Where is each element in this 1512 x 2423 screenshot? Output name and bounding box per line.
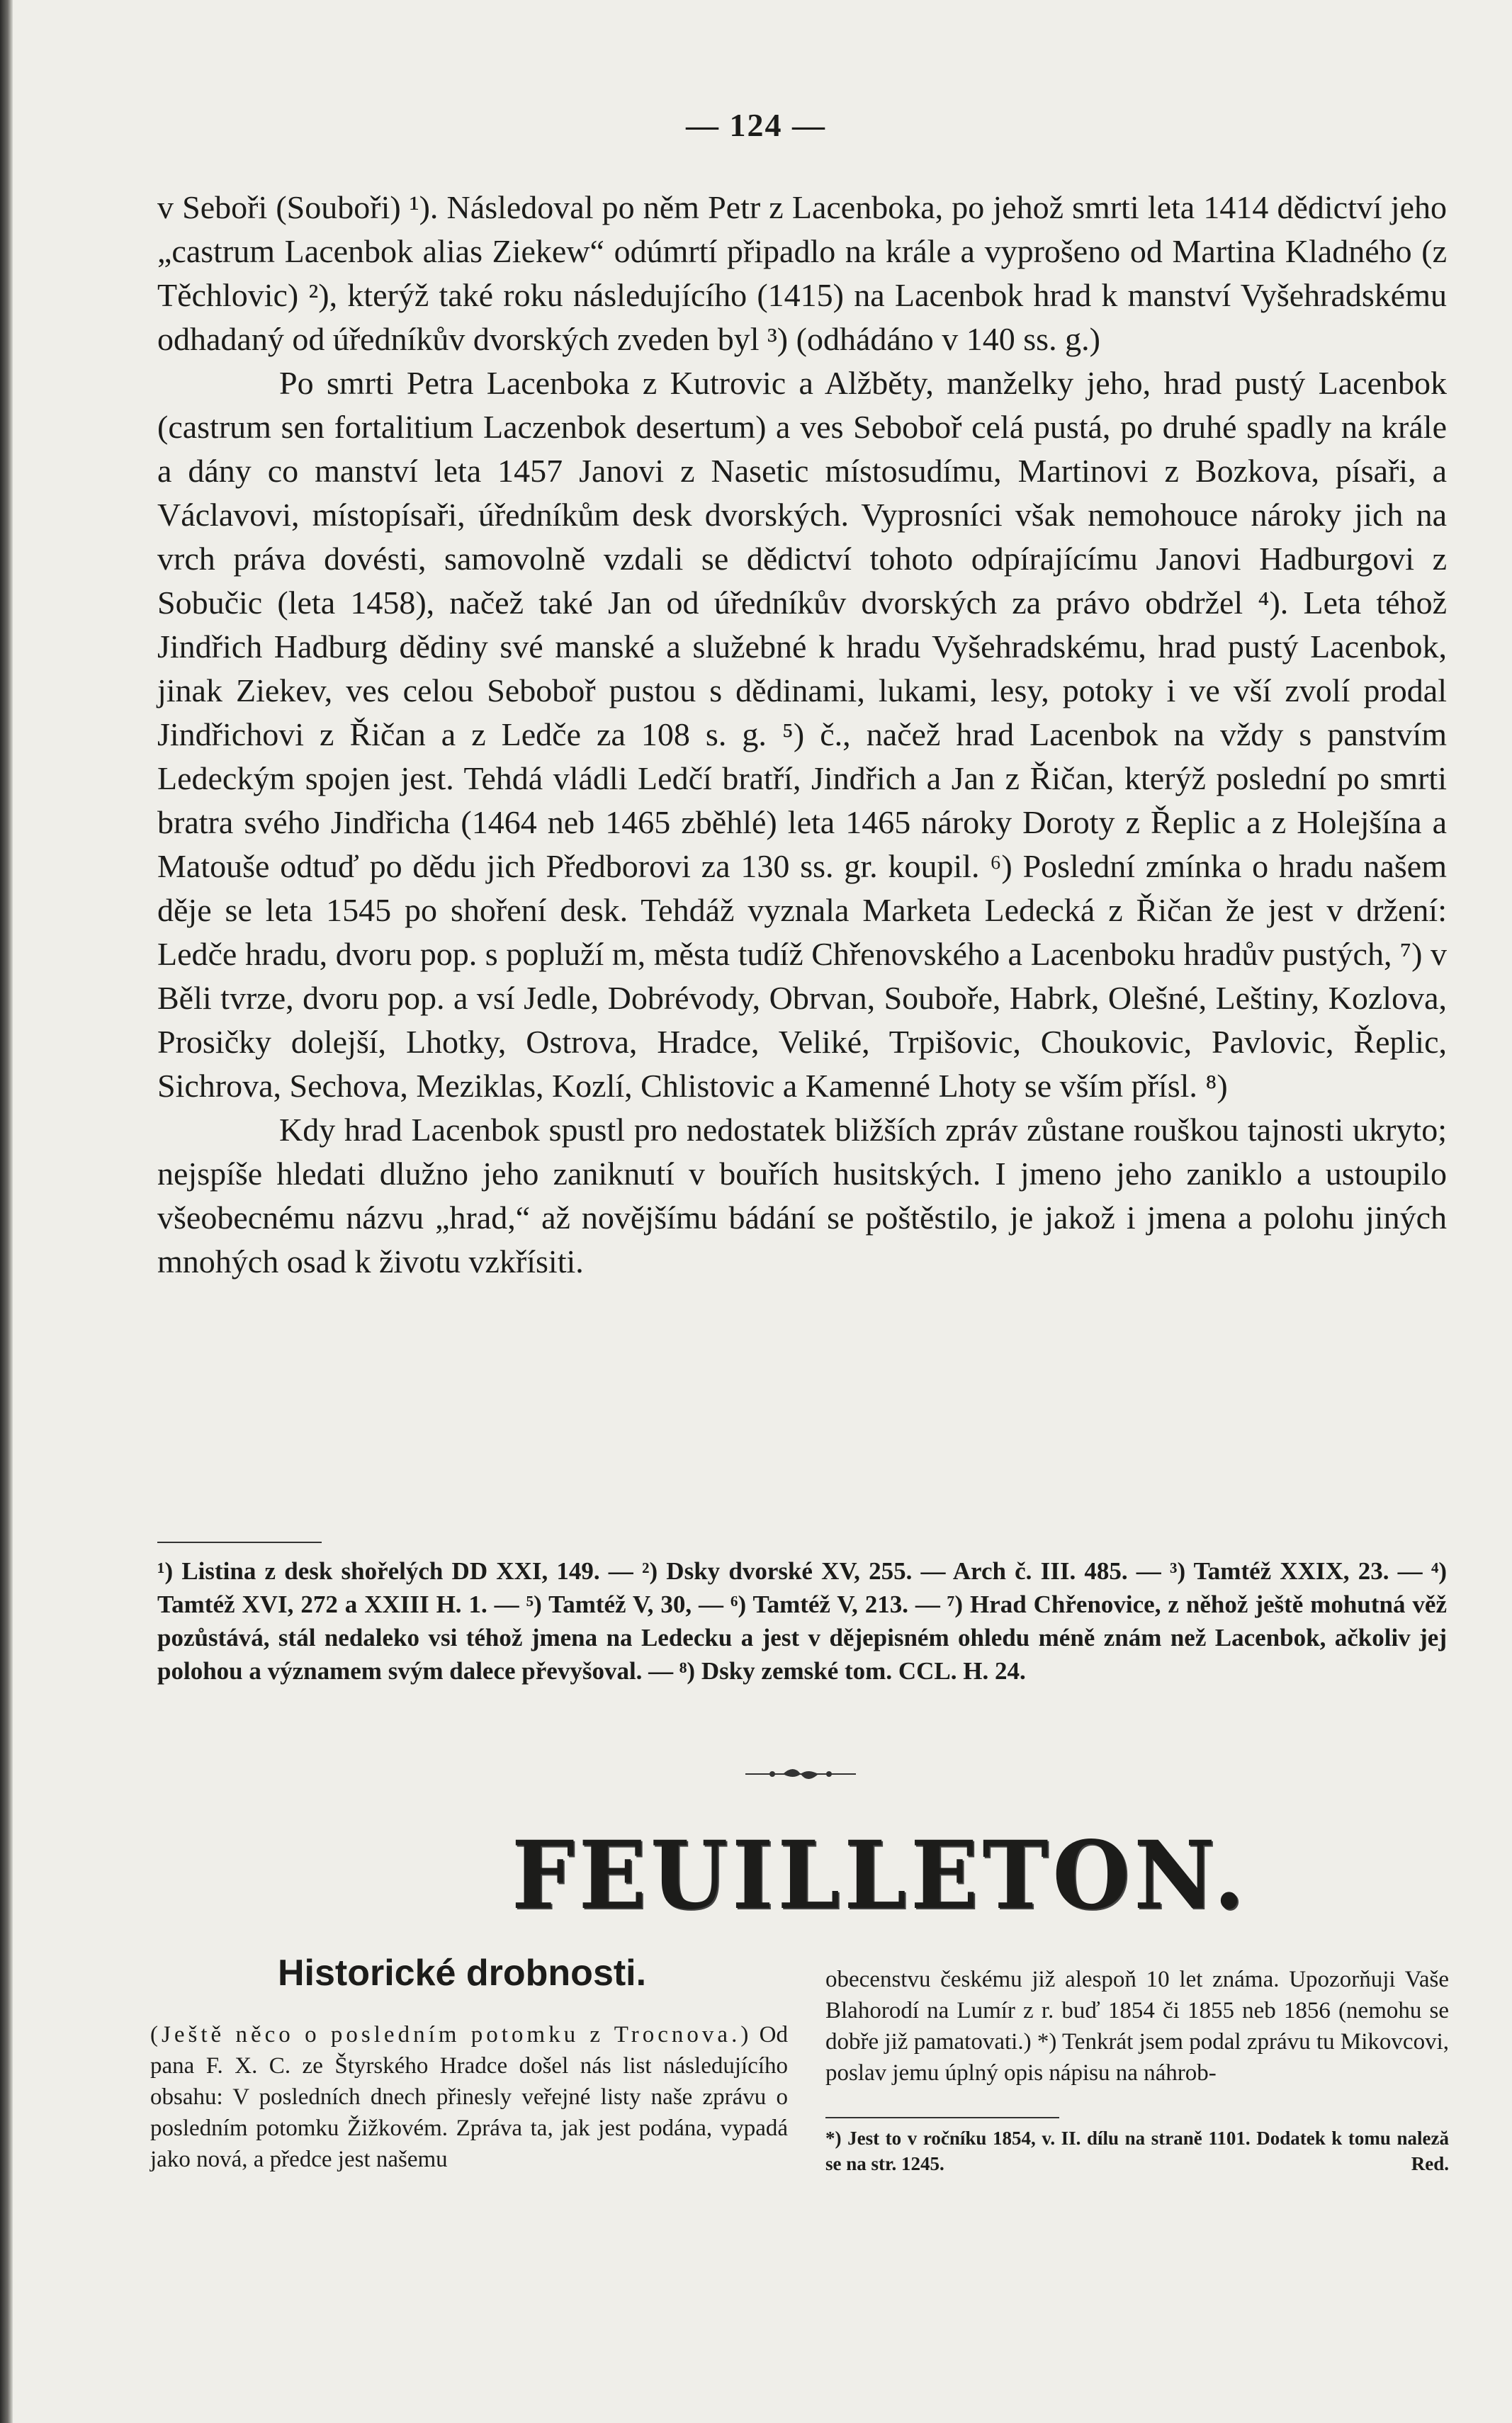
spaced-lead: (Ještě něco o posledním potomku z Trocnova.) — [150, 2022, 752, 2048]
main-article — [157, 186, 1447, 1284]
editor-note-signature: Red. — [1411, 2153, 1449, 2174]
paragraph-3: Kdy hrad Lacenbok spustl pro nedostatek bližších zpráv zůstane rouškou tajnosti ukryto; nejspíše hledati dlužno jeho zaniknutí v bouřích husitských. I jmeno jeho zaniklo a ustoupilo všeobecnému názvu „hrad,“ až novějšímu bádání se poštěstilo, je jakož i jmena a polohu jiných mnohých osad k životu vzkřísiti. — [157, 1112, 1447, 1280]
page-number: — 124 — — [686, 107, 826, 143]
left-column — [150, 1948, 788, 2175]
footnote-divider — [157, 1542, 322, 1543]
footnote-text: ¹) Listina z desk shořelých DD XXI, 149. — ²) Dsky dvorské XV, 255. — Arch č. III. 485. — ³) Tamtéž XXIX, 23. — ⁴) Tamtéž XVI, 272 a XXIII H. 1. — ⁵) Tamtéž V, 30, — ⁶) Tamtéž V, 213. — ⁷) Hrad Chřenovice, z něhož ještě mohutná věž pozůstává, stál nedaleko vsi téhož jmena na Ledecku a jest v dějepisném ohledu méně znám než Lacenbok, ačkoliv jej polohou a významem svým dalece převyšoval. — ⁸) Dsky zemské tom. CCL. H. 24. — [157, 1557, 1447, 1685]
editor-note-text: *) Jest to v ročníku 1854, v. II. dílu na straně 1101. Dodatek k tomu naleză se na str. 1245. — [825, 2128, 1449, 2174]
paragraph-2: Po smrti Petra Lacenboka z Kutrovic a Alžběty, manželky jeho, hrad pustý Lacenbok (castrum sen fortalitium Laczenbok desertum) a ves Seboboř celá pustá, po druhé spadly na krále a dány co manství leta 1457 Janovi z Nasetic místosudímu, Martinovi z Bozkova, písaři, a Václavovi, místopísaři, úředníkům desk dvorských. Vyprosníci však nemohouce nároky jich na vrch práva dovésti, samovolně vzdali se dědictví tohoto odpírajícímu Janovi Hadburgovi z Sobučic (leta 1458), načež také Jan od úředníkův dvorských za právo obdržel ⁴). Leta téhož Jindřich Hadburg dědiny své manské a služebné k hradu Vyšehradskému, hrad pustý Lacenbok, jinak Ziekev, ves celou Seboboř pustou s dědinami, lukami, lesy, potoky i ve vší zvolí prodal Jindřichovi z Řičan a z Ledče za 108 s. g. ⁵) č., načež hrad Lacenbok na vždy s panstvím Ledeckým spojen jest. Tehdá vládli Ledčí bratří, Jindřich a Jan z Řičan, kterýž poslední po smrti bratra svého Jindřicha (1464 neb 1465 zběhlé) leta 1465 nároky Doroty z Řeplic a z Holejšína a Matouše odtuď po dědu jich Předborovi za 130 ss. gr. koupil. ⁶) Poslední zmínka o hradu našem děje se leta 1545 po shoření desk. Tehdáž vyznala Marketa Ledecká z Řičan že jest v držení: Ledče hradu, dvoru pop. s popluží m, města tudíž Chřenovského a Lacenboku hradův pustých, ⁷) v Běli tvrze, dvoru pop. a vsí Jedle, Dobrévody, Obrvan, Souboře, Habrk, Olešné, Leštiny, Kozlova, Prosičky dolejší, Lhotky, Ostrova, Hradce, Veliké, Trpišovic, Choukovic, Pavlovic, Řeplic, Sichrova, Sechova, Meziklas, Kozlí, Chlistovic a Kamenné Lhoty se vším přísl. ⁸) — [157, 365, 1447, 1104]
right-column-text: obecenstvu českému již alespoň 10 let známa. Upozorňuji Vaše Blahorodí na Lumír z r. buď 1854 či 1855 neb 1856 (nemohu se dobře již pamatovati.) *) Tenkrát jsem podal zprávu tu Mikovcovi, poslav jemu úplný opis nápisu na náhrob- — [825, 1967, 1449, 2086]
divider-ornament-icon — [744, 1760, 857, 1788]
editor-note — [825, 2125, 1449, 2176]
page-edge-shadow — [0, 0, 13, 2423]
left-column-text — [150, 2019, 788, 2175]
right-column-note-divider — [825, 2117, 1059, 2118]
paragraph-1: v Seboři (Souboři) ¹). Následoval po něm Petr z Lacenboka, po jehož smrti leta 1414 dědictví jeho „castrum Lacenbok alias Ziekew“ odúmrtí připadlo na krále a vyprošeno od Martina Kladného (z Těchlovic) ²), kterýž také roku následujícího (1415) na Lacenbok hrad k manství Vyšehradskému odhadaný od úředníkův dvorských zveden byl ³) (odhádáno v 140 ss. g.) — [157, 189, 1447, 357]
left-column-body: Od pana F. X. C. ze Štyrského Hradce došel nás list následujícího obsahu: V posledních dnech přinesly veřejné listy naše zprávu o posledním potomku Žižkovém. Zpráva ta, jak jest podána, vypadá jako nová, a předce jest našemu — [150, 2022, 788, 2172]
column-heading: Historické drobnosti. — [278, 1953, 647, 1994]
right-column — [825, 1964, 1449, 2176]
feuilleton-title: FEUILLETON. — [512, 1821, 1249, 1931]
footnotes — [157, 1554, 1447, 1688]
